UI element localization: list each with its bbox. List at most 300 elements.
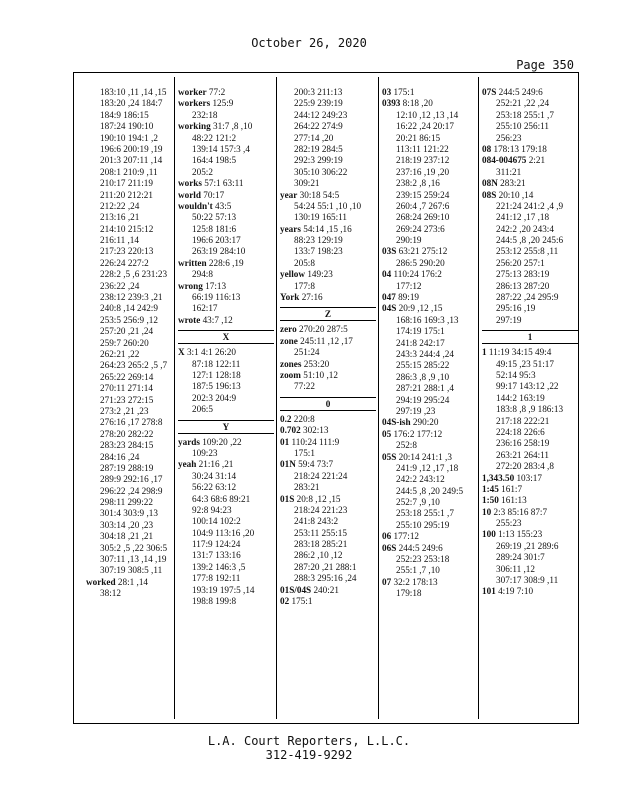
index-word: 07 bbox=[382, 576, 392, 587]
index-column-4 bbox=[382, 87, 482, 719]
page-line-refs: 176:2 177:12 bbox=[393, 428, 443, 439]
page-line-refs: 200:3 211:13 bbox=[294, 87, 343, 97]
section-letter-header: Y bbox=[178, 420, 274, 434]
index-word: 08 bbox=[482, 143, 492, 154]
page-line-refs: 216:11 ,14 bbox=[100, 235, 139, 246]
page-line-refs: 211:20 212:21 bbox=[100, 189, 153, 200]
page-line-refs: 252:7 ,9 ,10 bbox=[396, 497, 440, 508]
page-line-refs: 218:24 221:23 bbox=[294, 504, 348, 515]
page-line-refs: 251:24 bbox=[294, 347, 320, 358]
index-word: world bbox=[178, 189, 201, 200]
index-word: year bbox=[280, 189, 298, 200]
word-index-box bbox=[73, 72, 579, 724]
index-entry bbox=[482, 144, 582, 155]
index-entry bbox=[178, 87, 278, 98]
index-entry bbox=[382, 577, 482, 588]
page-line-refs: 21:16 ,21 bbox=[198, 459, 234, 470]
page-line-refs: 31:7 ,8 ,10 bbox=[212, 121, 253, 132]
page-line-refs: 205:8 bbox=[294, 257, 315, 268]
index-column-2 bbox=[178, 87, 278, 719]
index-word: 02 bbox=[280, 596, 290, 607]
page-line-refs: 217:23 220:13 bbox=[100, 246, 154, 257]
index-entry bbox=[382, 87, 482, 98]
page-line-refs: 305:10 306:22 bbox=[294, 166, 348, 177]
page-line-refs: 179:18 bbox=[396, 588, 422, 599]
page-line-refs: 297:19 bbox=[496, 314, 522, 325]
page-line-refs: 177:12 bbox=[393, 531, 420, 542]
page-line-refs: 303:14 ,20 ,23 bbox=[100, 519, 154, 530]
page-line-refs: 27:16 bbox=[301, 292, 323, 303]
index-word: 10 bbox=[482, 506, 492, 517]
index-word: yards bbox=[178, 436, 200, 447]
index-column-3 bbox=[280, 87, 380, 719]
index-entry bbox=[382, 98, 482, 109]
index-word: 04 bbox=[382, 269, 392, 280]
index-entry bbox=[280, 292, 380, 303]
page-line-refs: 294:19 295:24 bbox=[396, 394, 450, 405]
index-word: years bbox=[280, 223, 301, 234]
footer-phone: 312-419-9292 bbox=[265, 748, 353, 762]
page-line-refs: 70:17 bbox=[203, 189, 225, 200]
section-letter-header: X bbox=[178, 330, 274, 344]
page-line-refs: 43:7 ,12 bbox=[202, 314, 233, 325]
page-line-refs: 273:2 ,21 ,23 bbox=[100, 405, 149, 416]
page-line-refs: 226:24 227:2 bbox=[100, 257, 149, 268]
page-line-refs: 236:16 258:19 bbox=[496, 438, 550, 449]
page-line-refs: 270:11 271:14 bbox=[100, 383, 153, 394]
page-line-refs: 175:1 bbox=[393, 87, 415, 97]
page-line-refs: 12:10 ,12 ,13 ,14 bbox=[396, 109, 459, 120]
page-line-refs: 57:1 63:11 bbox=[204, 178, 244, 189]
page-line-refs: 263:19 284:10 bbox=[192, 246, 246, 257]
index-word: 084-004675 bbox=[482, 155, 527, 166]
index-word: zoom bbox=[280, 369, 301, 380]
page-line-refs: 225:9 239:19 bbox=[294, 98, 343, 109]
page-line-refs: 256:23 bbox=[496, 132, 522, 143]
page-line-refs: 288:3 295:16 ,24 bbox=[294, 573, 357, 584]
page-line-refs: 244:12 249:23 bbox=[294, 109, 348, 120]
index-word: zone bbox=[280, 335, 298, 346]
index-word: wrong bbox=[178, 280, 203, 291]
page-line-refs: 307:17 308:9 ,11 bbox=[496, 575, 559, 586]
index-entry bbox=[382, 429, 482, 440]
page-line-refs: 220:8 bbox=[293, 413, 315, 424]
index-word: 0393 bbox=[382, 98, 401, 109]
page-line-refs: 201:3 207:11 ,14 bbox=[100, 155, 163, 166]
page-line-refs: 208:1 210:9 ,11 bbox=[100, 166, 158, 177]
page-line-refs: 11:19 34:15 49:4 bbox=[488, 347, 552, 358]
index-word: 06S bbox=[382, 542, 397, 553]
footer-reporter-name: L.A. Court Reporters, L.L.C. bbox=[207, 734, 411, 748]
page-line-refs: 109:20 ,22 bbox=[202, 436, 242, 447]
index-entry bbox=[178, 258, 278, 269]
page-line-refs: 253:18 255:1 ,7 bbox=[496, 109, 554, 120]
page-line-refs: 4:19 7:10 bbox=[498, 586, 534, 597]
index-word: 1:45 bbox=[482, 483, 499, 494]
page-line-refs: 49:15 ,23 51:17 bbox=[496, 358, 554, 369]
index-entry bbox=[482, 484, 582, 495]
page-line-refs: 295:16 ,19 bbox=[496, 303, 536, 314]
page-line-refs: 241:8 242:17 bbox=[396, 337, 445, 348]
index-word: 047 bbox=[382, 292, 396, 303]
page-line-refs: 133:7 198:23 bbox=[294, 246, 343, 257]
page-line-refs: 307:11 ,13 ,14 ,19 bbox=[100, 554, 167, 565]
index-word: 0.702 bbox=[280, 425, 301, 436]
page-line-refs: 287:20 ,21 288:1 bbox=[294, 561, 357, 572]
page-line-refs: 50:22 57:13 bbox=[192, 212, 237, 223]
page-line-refs: 110:24 176:2 bbox=[393, 269, 442, 280]
page-line-refs: 210:17 211:19 bbox=[100, 178, 153, 189]
index-entry bbox=[280, 596, 380, 607]
index-entry bbox=[482, 178, 582, 189]
page-line-refs: 238:2 ,8 ,16 bbox=[396, 178, 440, 189]
page-line-refs: 282:19 284:5 bbox=[294, 143, 343, 154]
page-line-refs: 277:14 ,20 bbox=[294, 132, 334, 143]
page-line-refs: 48:22 121:2 bbox=[192, 132, 237, 143]
page-line-refs: 117:9 124:24 bbox=[192, 539, 241, 550]
page-line-refs: 103:17 bbox=[516, 472, 542, 483]
index-word: worked bbox=[86, 576, 116, 587]
page-line-refs: 305:2 ,5 ,22 306:5 bbox=[100, 542, 168, 553]
page-line-refs: 190:10 194:1 ,2 bbox=[100, 132, 158, 143]
index-entry bbox=[178, 459, 278, 470]
page-line-refs: 183:8 ,8 ,9 186:13 bbox=[496, 404, 564, 415]
index-entry bbox=[482, 495, 582, 506]
page-line-refs: 272:20 283:4 ,8 bbox=[496, 461, 554, 472]
page-line-refs: 177:8 bbox=[294, 280, 315, 291]
index-entry bbox=[482, 347, 582, 358]
page-line-refs: 183:20 ,24 184:7 bbox=[100, 98, 163, 109]
page-line-refs: 175:1 bbox=[294, 447, 315, 458]
page-line-refs: 217:18 222:21 bbox=[496, 415, 550, 426]
page-line-refs: 257:20 ,21 ,24 bbox=[100, 326, 154, 337]
page-line-refs: 241:8 243:2 bbox=[294, 516, 339, 527]
page-line-refs: 110:24 111:9 bbox=[291, 436, 340, 447]
page-line-refs: 269:24 273:6 bbox=[396, 223, 445, 234]
index-word: wrote bbox=[178, 314, 201, 325]
page-line-refs: 240:8 ,14 242:9 bbox=[100, 303, 158, 314]
column-divider bbox=[276, 77, 277, 719]
page-line-refs: 77:2 bbox=[208, 87, 226, 97]
index-entry bbox=[280, 370, 380, 381]
page-line-refs: 196:6 200:19 ,19 bbox=[100, 143, 163, 154]
index-word: wouldn't bbox=[178, 200, 213, 211]
page-line-refs: 162:17 bbox=[192, 303, 218, 314]
index-word: X bbox=[178, 347, 185, 358]
index-word: 01 bbox=[280, 436, 290, 447]
page-line-refs: 175:1 bbox=[291, 596, 313, 607]
page-line-refs: 253:18 255:1 ,7 bbox=[396, 508, 454, 519]
page-line-refs: 244:5 ,8 ,20 245:6 bbox=[496, 235, 564, 246]
page-line-refs: 20:21 86:15 bbox=[396, 132, 441, 143]
page-line-refs: 2:3 85:16 87:7 bbox=[493, 506, 548, 517]
page-line-refs: 245:11 ,12 ,17 bbox=[300, 335, 353, 346]
page-line-refs: 212:22 ,24 bbox=[100, 200, 140, 211]
page-line-refs: 252:23 253:18 bbox=[396, 554, 450, 565]
index-word: works bbox=[178, 178, 202, 189]
page-line-refs: 270:20 287:5 bbox=[298, 324, 348, 335]
section-letter-header: 1 bbox=[482, 330, 578, 344]
page-line-refs: 184:9 186:15 bbox=[100, 109, 149, 120]
page-line-refs: 290:19 bbox=[396, 235, 422, 246]
index-entry bbox=[280, 224, 380, 235]
page-line-refs: 1:13 155:23 bbox=[498, 529, 543, 540]
page-line-refs: 30:24 31:14 bbox=[192, 470, 237, 481]
page-line-refs: 3:1 4:1 26:20 bbox=[186, 347, 236, 358]
page-line-refs: 304:18 ,21 ,21 bbox=[100, 531, 154, 542]
page-line-refs: 283:18 285:21 bbox=[294, 539, 348, 550]
column-divider bbox=[478, 77, 479, 719]
index-entry bbox=[280, 269, 380, 280]
page-line-refs: 202:3 204:9 bbox=[192, 392, 237, 403]
page-line-refs: 228:2 ,5 ,6 231:23 bbox=[100, 269, 168, 280]
page-line-refs: 311:21 bbox=[496, 166, 522, 177]
page-line-refs: 289:24 301:7 bbox=[496, 552, 545, 563]
page-line-refs: 205:2 bbox=[192, 166, 213, 177]
index-word: yellow bbox=[280, 269, 306, 280]
page-line-refs: 255:10 295:19 bbox=[396, 519, 450, 530]
page-line-refs: 168:16 169:3 ,13 bbox=[396, 314, 459, 325]
page-line-refs: 286:2 ,10 ,12 bbox=[294, 550, 343, 561]
index-entry bbox=[280, 336, 380, 347]
page-line-refs: 264:22 274:9 bbox=[294, 121, 343, 132]
page-line-refs: 263:21 264:11 bbox=[496, 449, 549, 460]
page-line-refs: 244:5 249:6 bbox=[398, 542, 443, 553]
page-line-refs: 43:5 bbox=[215, 200, 232, 211]
page-line-refs: 54:14 ,15 ,16 bbox=[303, 223, 352, 234]
page-line-refs: 238:12 239:3 ,21 bbox=[100, 292, 163, 303]
page-line-refs: 275:13 283:19 bbox=[496, 269, 550, 280]
page-line-refs: 306:11 ,12 bbox=[496, 563, 535, 574]
index-word: written bbox=[178, 257, 207, 268]
page-line-refs: 228:6 ,19 bbox=[208, 257, 244, 268]
page-line-refs: 206:5 bbox=[192, 404, 213, 415]
page-line-refs: 2:21 bbox=[528, 155, 546, 166]
index-word: 1 bbox=[482, 347, 487, 358]
index-entry bbox=[382, 303, 482, 314]
index-word: 1:50 bbox=[482, 495, 499, 506]
page-line-refs: 127:1 128:18 bbox=[192, 369, 241, 380]
page-line-refs: 284:16 ,24 bbox=[100, 451, 140, 462]
index-entry bbox=[280, 459, 380, 470]
page-line-refs: 54:24 55:1 ,10 ,10 bbox=[294, 200, 362, 211]
index-entry bbox=[382, 531, 482, 542]
page-line-refs: 213:16 ,21 bbox=[100, 212, 140, 223]
index-entry bbox=[178, 190, 278, 201]
page-line-refs: 256:20 257:1 bbox=[496, 257, 545, 268]
page-line-refs: 99:17 143:12 ,22 bbox=[496, 381, 559, 392]
index-word: zones bbox=[280, 358, 302, 369]
page-line-refs: 63:21 275:12 bbox=[398, 246, 448, 257]
page-line-refs: 244:5 ,8 ,20 249:5 bbox=[396, 485, 464, 496]
page-line-refs: 241:12 ,17 ,18 bbox=[496, 212, 550, 223]
index-entry bbox=[280, 585, 380, 596]
page-line-refs: 89:19 bbox=[398, 292, 420, 303]
page-line-refs: 28:1 ,14 bbox=[117, 576, 149, 587]
page-line-refs: 255:15 285:22 bbox=[396, 360, 450, 371]
index-entry bbox=[280, 359, 380, 370]
index-word: 04S-ish bbox=[382, 417, 411, 428]
page-line-refs: 139:2 146:3 ,5 bbox=[192, 561, 246, 572]
index-entry bbox=[280, 437, 380, 448]
page-line-refs: 139:14 157:3 ,4 bbox=[192, 143, 250, 154]
page-line-refs: 88:23 129:19 bbox=[294, 235, 343, 246]
page-line-refs: 38:12 bbox=[100, 588, 121, 599]
page-line-refs: 183:10 ,11 ,14 ,15 bbox=[100, 87, 167, 97]
page-line-refs: 283:21 bbox=[500, 178, 526, 189]
page-line-refs: 196:6 203:17 bbox=[192, 235, 241, 246]
column-divider bbox=[174, 77, 175, 719]
index-word: 0.2 bbox=[280, 413, 292, 424]
index-word: 08S bbox=[482, 189, 497, 200]
page-line-refs: 20:8 ,12 ,15 bbox=[296, 493, 341, 504]
page-line-refs: 286:13 287:20 bbox=[496, 280, 550, 291]
index-word: 01N bbox=[280, 459, 296, 470]
page-line-refs: 92:8 94:23 bbox=[192, 504, 232, 515]
page-line-refs: 161:7 bbox=[501, 483, 523, 494]
page-line-refs: 177:8 192:11 bbox=[192, 573, 241, 584]
index-word: 01S/04S bbox=[280, 584, 312, 595]
index-entry bbox=[178, 98, 278, 109]
index-column-5 bbox=[482, 87, 582, 719]
index-word: 06 bbox=[382, 531, 392, 542]
page-line-refs: 301:4 303:9 ,13 bbox=[100, 508, 158, 519]
page-line-refs: 294:8 bbox=[192, 269, 213, 280]
page-line-refs: 20:14 241:1 ,3 bbox=[398, 451, 452, 462]
page-line-refs: 193:19 197:5 ,14 bbox=[192, 584, 255, 595]
page-line-refs: 198:8 199:8 bbox=[192, 596, 237, 607]
page-line-refs: 174:19 175:1 bbox=[396, 326, 445, 337]
page-line-refs: 242:2 ,20 243:4 bbox=[496, 223, 554, 234]
page-line-refs: 286:5 290:20 bbox=[396, 257, 445, 268]
page-line-refs: 51:10 ,12 bbox=[303, 369, 338, 380]
page-line-refs: 17:13 bbox=[205, 280, 227, 291]
page-line-refs: 187:5 196:13 bbox=[192, 381, 241, 392]
page-line-refs: 30:18 54:5 bbox=[299, 189, 340, 200]
section-letter-header: 0 bbox=[280, 397, 376, 411]
page-line-refs: 283:23 284:15 bbox=[100, 440, 154, 451]
page-line-refs: 87:18 122:11 bbox=[192, 358, 241, 369]
page-line-refs: 130:19 165:11 bbox=[294, 212, 347, 223]
index-entry bbox=[382, 543, 482, 554]
index-entry bbox=[280, 425, 380, 436]
page-line-refs: 178:13 179:18 bbox=[493, 143, 547, 154]
index-entry bbox=[178, 315, 278, 326]
page-line-refs: 32:2 178:13 bbox=[393, 576, 438, 587]
index-word: York bbox=[280, 292, 300, 303]
page-line-refs: 52:14 95:3 bbox=[496, 369, 536, 380]
index-entry bbox=[482, 529, 582, 540]
page-line-refs: 218:24 221:24 bbox=[294, 470, 348, 481]
index-entry bbox=[382, 452, 482, 463]
index-entry bbox=[280, 324, 380, 335]
index-entry bbox=[178, 437, 278, 448]
page-line-refs: 187:24 190:10 bbox=[100, 121, 154, 132]
page-line-refs: 236:22 ,24 bbox=[100, 280, 140, 291]
page-line-refs: 253:20 bbox=[303, 358, 330, 369]
index-word: 05 bbox=[382, 428, 392, 439]
page-line-refs: 221:24 241:2 ,4 ,9 bbox=[496, 200, 564, 211]
page-line-refs: 292:3 299:19 bbox=[294, 155, 343, 166]
page-line-refs: 131:7 133:16 bbox=[192, 550, 241, 561]
page-line-refs: 240:21 bbox=[313, 584, 339, 595]
page-line-refs: 66:19 116:13 bbox=[192, 292, 241, 303]
index-entry bbox=[482, 190, 582, 201]
page-number: Page 350 bbox=[516, 58, 574, 72]
page-line-refs: 302:13 bbox=[302, 425, 329, 436]
index-entry bbox=[178, 178, 278, 189]
index-entry bbox=[178, 201, 278, 212]
page-line-refs: 149:23 bbox=[307, 269, 333, 280]
page-line-refs: 244:5 249:6 bbox=[498, 87, 543, 97]
page-line-refs: 125:8 181:6 bbox=[192, 223, 237, 234]
page-line-refs: 307:19 308:5 ,11 bbox=[100, 565, 163, 576]
page-line-refs: 259:7 260:20 bbox=[100, 337, 149, 348]
index-word: 101 bbox=[482, 586, 496, 597]
page-line-refs: 241:9 ,12 ,17 ,18 bbox=[396, 462, 459, 473]
page-line-refs: 296:22 ,24 298:9 bbox=[100, 485, 163, 496]
index-entry bbox=[382, 417, 482, 428]
index-entry bbox=[482, 473, 582, 484]
page-line-refs: 253:11 255:15 bbox=[294, 527, 347, 538]
page-line-refs: 290:20 bbox=[412, 417, 439, 428]
page-line-refs: 177:12 bbox=[396, 280, 422, 291]
page-line-refs: 283:21 bbox=[294, 482, 320, 493]
page-line-refs: 278:20 282:22 bbox=[100, 428, 154, 439]
index-entry bbox=[482, 507, 582, 518]
index-word: 03 bbox=[382, 87, 392, 97]
index-word: 08N bbox=[482, 178, 498, 189]
page-line-refs: 252:8 bbox=[396, 440, 417, 451]
index-word: worker bbox=[178, 87, 207, 97]
column-divider bbox=[378, 77, 379, 719]
page-line-refs: 59:4 73:7 bbox=[298, 459, 334, 470]
index-entry bbox=[178, 347, 278, 358]
page-line-refs: 255:23 bbox=[496, 518, 522, 529]
page-line-refs: 109:23 bbox=[192, 447, 218, 458]
index-entry bbox=[382, 269, 482, 280]
page-line-refs: 276:16 ,17 278:8 bbox=[100, 417, 163, 428]
page-line-refs: 298:11 299:22 bbox=[100, 497, 153, 508]
page-line-refs: 265:22 269:14 bbox=[100, 371, 154, 382]
page-line-refs: 125:9 bbox=[212, 98, 234, 109]
page-line-refs: 214:10 215:12 bbox=[100, 223, 154, 234]
index-word: workers bbox=[178, 98, 211, 109]
page-line-refs: 262:21 ,22 bbox=[100, 348, 140, 359]
page-line-refs: 264:23 265:2 ,5 ,7 bbox=[100, 360, 168, 371]
index-column-1 bbox=[86, 87, 186, 719]
page-line-refs: 77:22 bbox=[294, 381, 315, 392]
page-line-refs: 287:22 ,24 295:9 bbox=[496, 292, 559, 303]
index-entry bbox=[482, 586, 582, 597]
page-line-refs: 64:3 68:6 89:21 bbox=[192, 493, 251, 504]
page-line-refs: 255:10 256:11 bbox=[496, 121, 549, 132]
index-entry bbox=[482, 155, 582, 166]
section-letter-header: Z bbox=[280, 307, 376, 321]
index-word: 05S bbox=[382, 451, 397, 462]
index-entry bbox=[382, 292, 482, 303]
page-line-refs: 100:14 102:2 bbox=[192, 516, 241, 527]
index-word: 1,343.50 bbox=[482, 472, 515, 483]
page-line-refs: 113:11 121:22 bbox=[396, 143, 449, 154]
page-line-refs: 268:24 269:10 bbox=[396, 212, 450, 223]
index-word: 04S bbox=[382, 303, 397, 314]
page-line-refs: 164:4 198:5 bbox=[192, 155, 237, 166]
page-line-refs: 269:19 ,21 289:6 bbox=[496, 540, 559, 551]
page-line-refs: 297:19 ,23 bbox=[396, 405, 436, 416]
index-word: 07S bbox=[482, 87, 497, 97]
page-line-refs: 104:9 113:16 ,20 bbox=[192, 527, 255, 538]
